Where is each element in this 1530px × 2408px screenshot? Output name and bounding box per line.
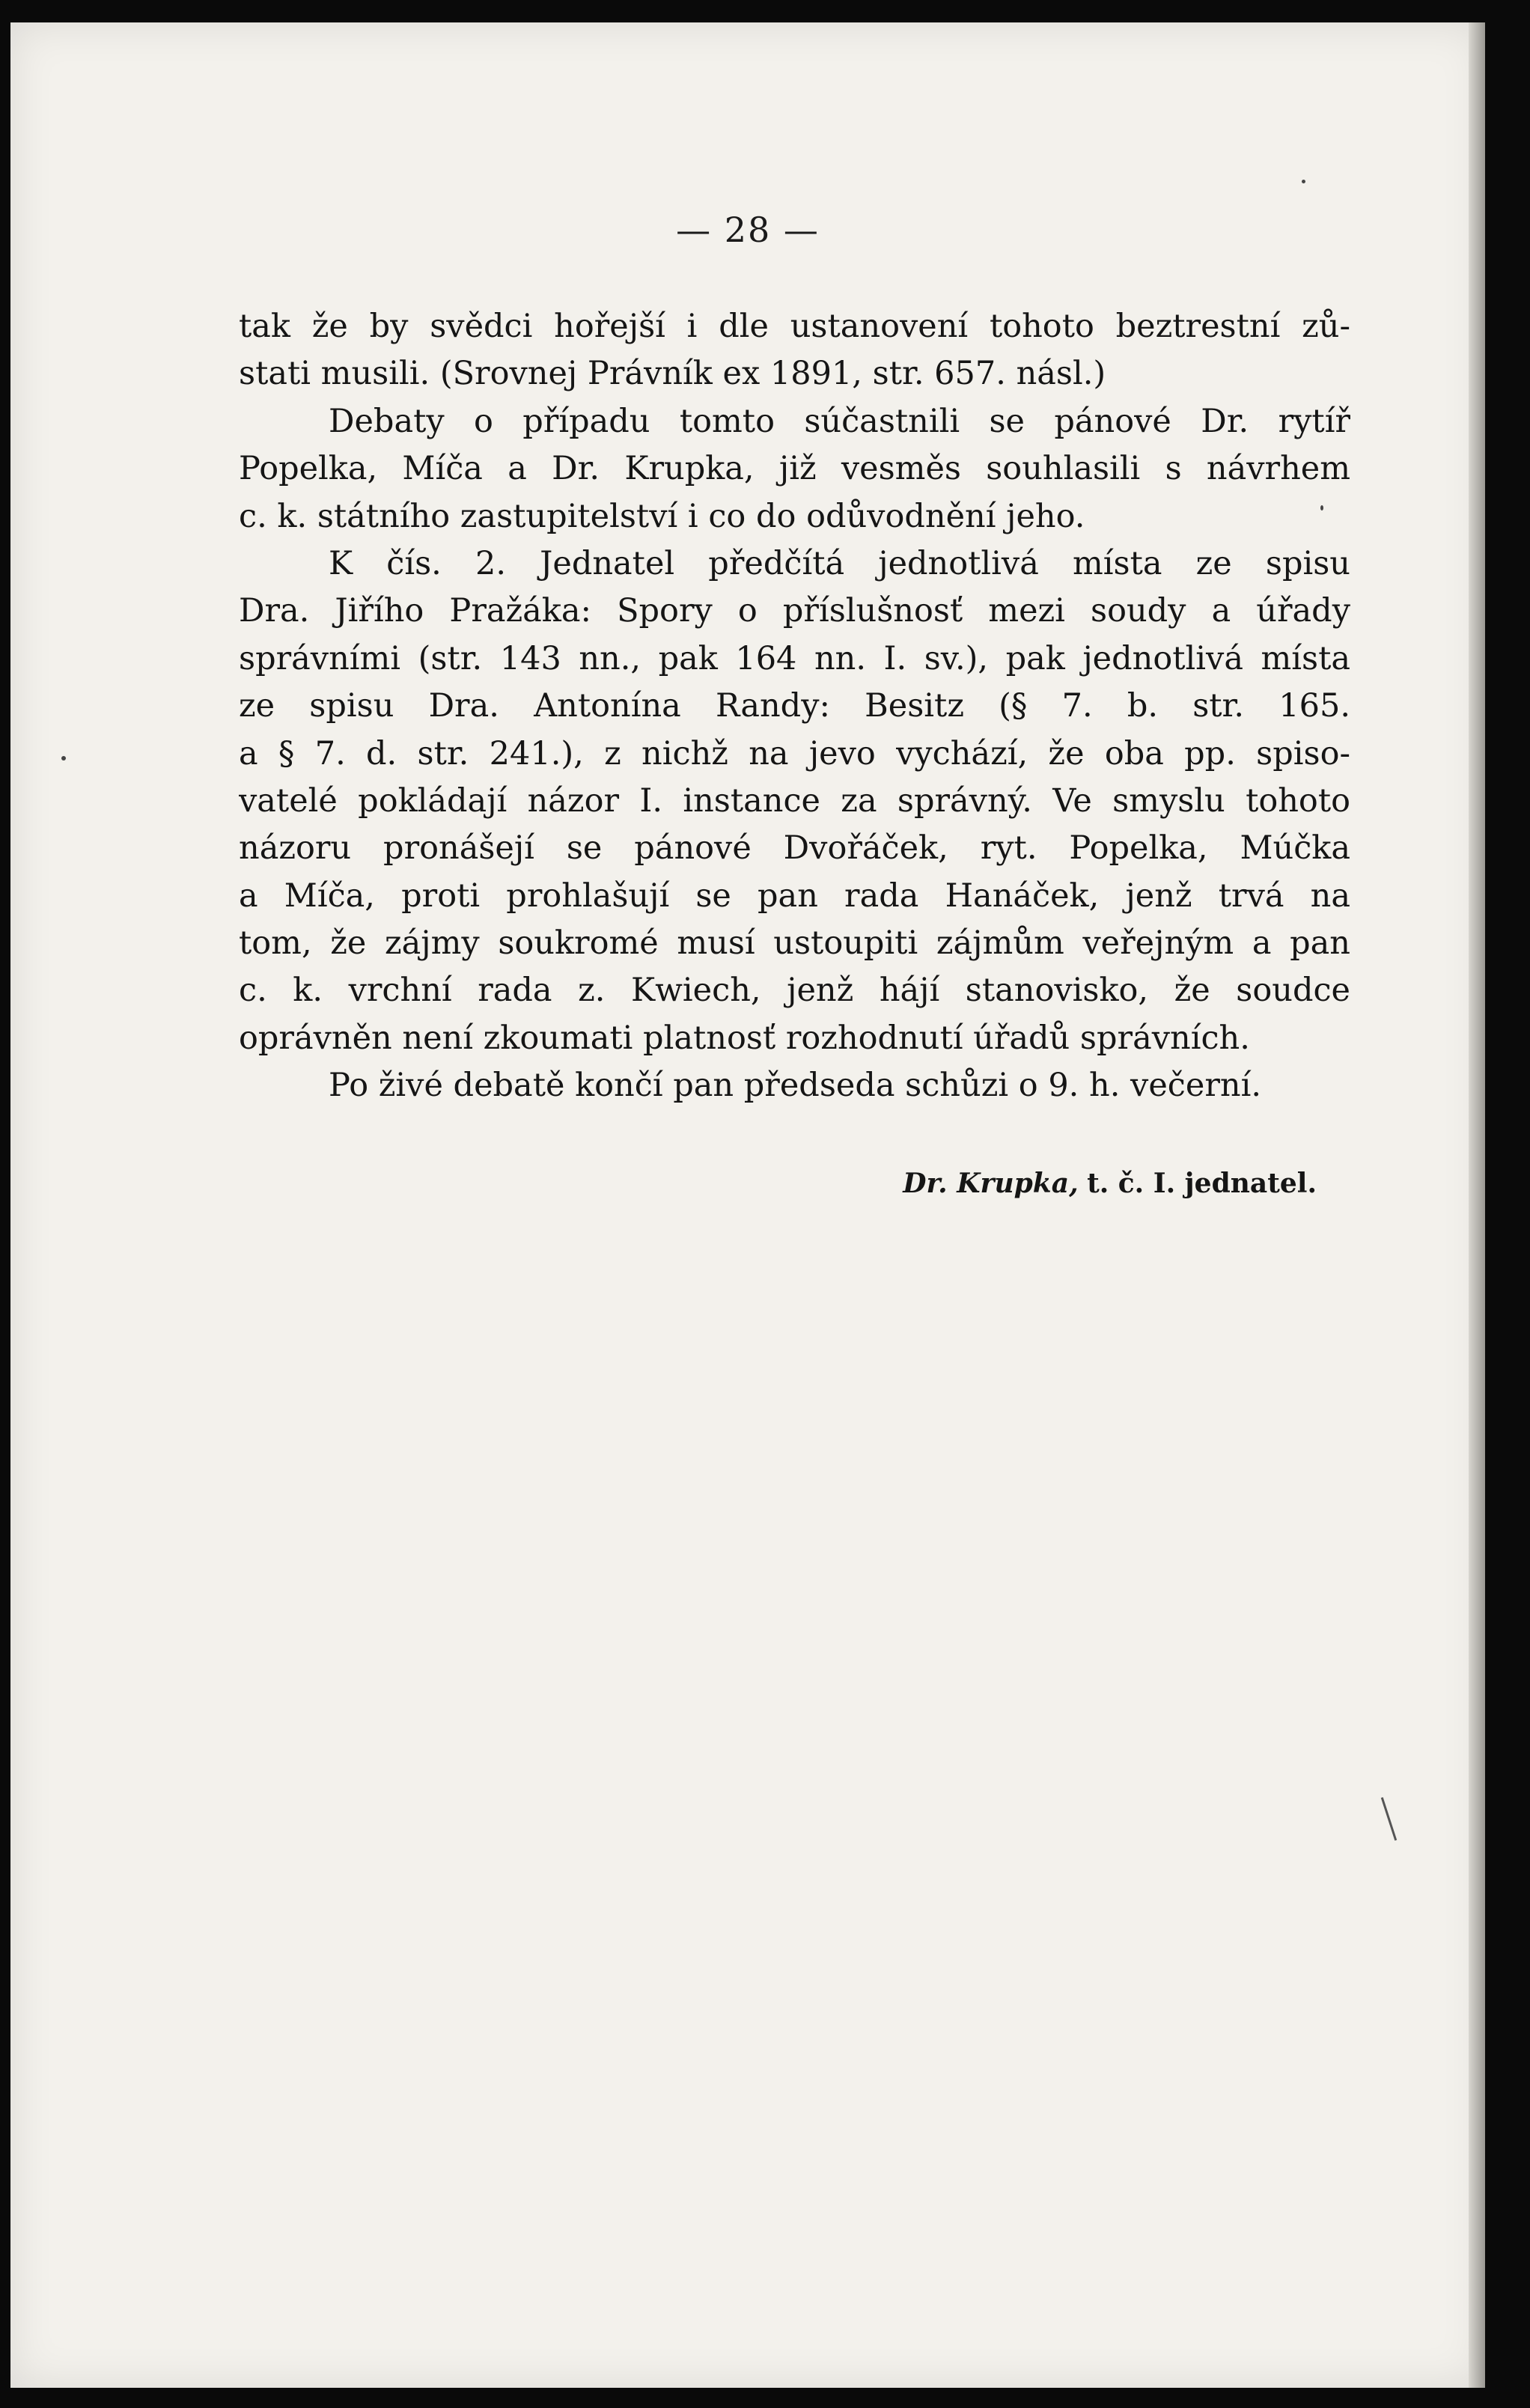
- text-line: Debaty o případu tomto súčastnili se pánové Dr. rytíř: [329, 402, 1350, 440]
- text-line: K čís. 2. Jednatel předčítá jednotlivá místa ze spisu: [329, 544, 1350, 582]
- text-line: a Míča, proti prohlašují se pan rada Hanáček, jenž trvá na: [239, 877, 1350, 915]
- text-line: c. k. státního zastupitelství i co do odůvodnění jeho.: [239, 497, 1085, 535]
- page-edge-shadow: [1469, 22, 1485, 2388]
- signature-name: Dr. Krupka,: [903, 1168, 1079, 1199]
- page-number: — 28 —: [676, 210, 820, 250]
- text-line: tak že by svědci hořejší i dle ustanovení tohoto beztrestní zů-: [239, 308, 1350, 345]
- text-line: c. k. vrchní rada z. Kwiech, jenž hájí stanovisko, že soudce: [239, 972, 1350, 1010]
- text-line: stati musili. (Srovnej Právník ex 1891, str. 657. násl.): [239, 355, 1106, 393]
- paper-hairline: [1381, 1797, 1397, 1841]
- paper-speck: [1320, 505, 1323, 510]
- text-line: Po živé debatě končí pan předseda schůzi o 9. h. večerní.: [329, 1067, 1261, 1105]
- signature-line: [239, 1168, 1317, 1199]
- paper-speck: [1302, 180, 1305, 183]
- text-line: tom, že zájmy soukromé musí ustoupiti zájmům veřejným a pan: [239, 924, 1350, 963]
- text-line: názoru pronášejí se pánové Dvořáček, ryt. Popelka, Múčka: [239, 829, 1350, 868]
- text-line: Dra. Jiřího Pražáka: Spory o příslušnosť mezi soudy a úřady: [239, 592, 1350, 630]
- book-page: [10, 22, 1485, 2388]
- text-line: vatelé pokládají názor I. instance za správný. Ve smyslu tohoto: [239, 781, 1350, 820]
- text-line: správními (str. 143 nn., pak 164 nn. I. sv.), pak jednotlivá místa: [239, 639, 1350, 677]
- paper-speck: [61, 756, 66, 760]
- signature-title: t. č. I. jednatel.: [1087, 1168, 1317, 1199]
- text-line: ze spisu Dra. Antonína Randy: Besitz (§ 7. b. str. 165.: [239, 687, 1350, 725]
- text-line: Popelka, Míča a Dr. Krupka, již vesměs souhlasili s návrhem: [239, 450, 1350, 488]
- body-text: [239, 303, 1350, 1110]
- text-line: a § 7. d. str. 241.), z nichž na jevo vychází, že oba pp. spiso-: [239, 734, 1350, 772]
- text-line: oprávněn není zkoumati platnosť rozhodnutí úřadů správních.: [239, 1019, 1250, 1057]
